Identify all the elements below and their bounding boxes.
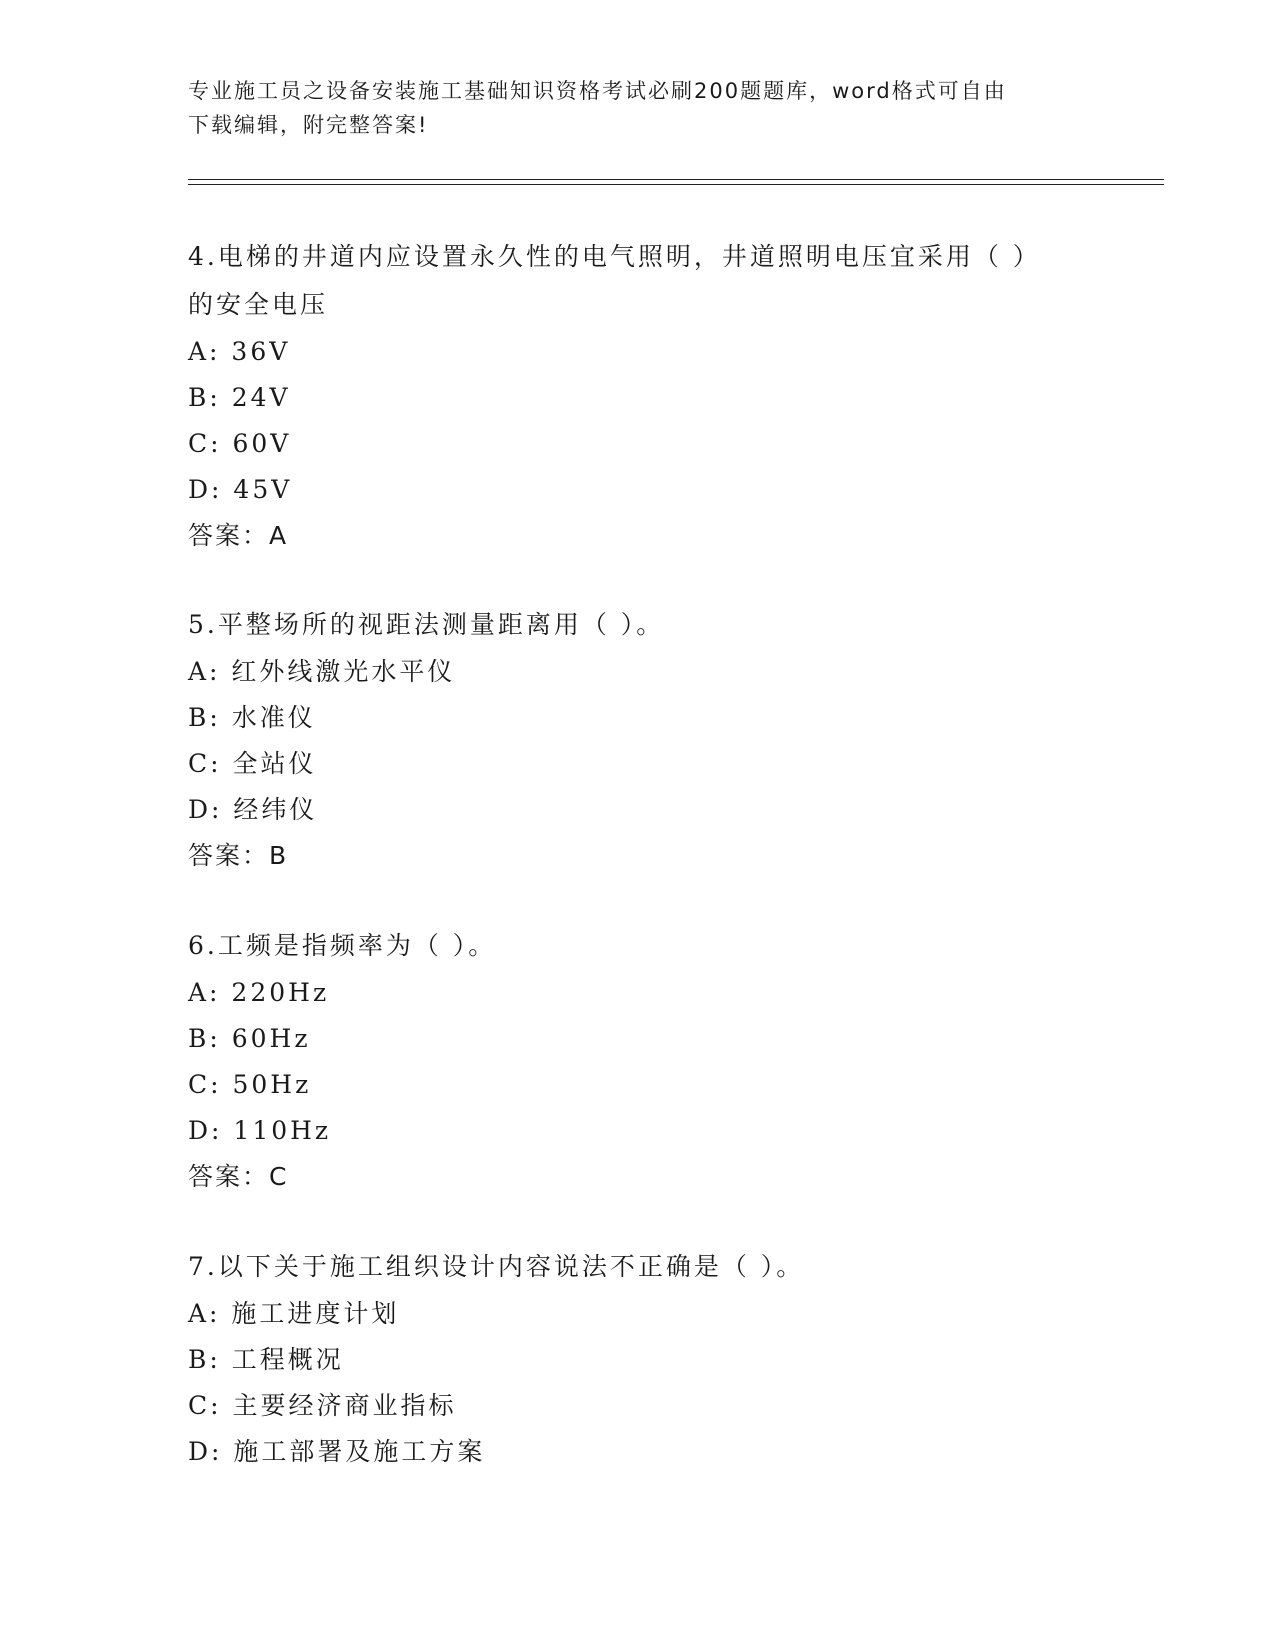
option-b: B: 60Hz	[188, 1024, 311, 1053]
question-block	[188, 233, 1088, 559]
question-block	[188, 922, 1088, 1200]
header-rule-bottom	[188, 184, 1164, 185]
option-a: A: 36V	[188, 337, 291, 366]
option-c: C: 50Hz	[188, 1070, 312, 1099]
header-line-1: 专业施工员之设备安装施工基础知识资格考试必刷200题题库，word格式可自由	[188, 79, 1007, 103]
answer: 答案：C	[188, 1162, 289, 1191]
option-c: C: 60V	[188, 429, 292, 458]
question-stem: 4.电梯的井道内应设置永久性的电气照明，井道照明电压宜采用（ ）	[188, 242, 1041, 271]
answer: 答案：A	[188, 521, 289, 550]
option-b: B: 工程概况	[188, 1345, 344, 1374]
header-rule-top	[188, 179, 1164, 180]
answer: 答案：B	[188, 841, 289, 870]
question-block	[188, 1243, 1088, 1475]
option-c: C: 全站仪	[188, 749, 317, 778]
question-stem: 6.工频是指频率为（ ）。	[188, 931, 497, 960]
question-stem: 7.以下关于施工组织设计内容说法不正确是（ ）。	[188, 1252, 805, 1281]
option-c: C: 主要经济商业指标	[188, 1391, 457, 1420]
document-header	[188, 74, 1088, 142]
option-a: A: 红外线激光水平仪	[188, 657, 456, 686]
option-d: D: 110Hz	[188, 1116, 332, 1145]
question-stem: 5.平整场所的视距法测量距离用（ ）。	[188, 610, 665, 639]
question-block	[188, 601, 1088, 879]
option-b: B: 水准仪	[188, 703, 316, 732]
option-a: A: 220Hz	[188, 978, 330, 1007]
option-a: A: 施工进度计划	[188, 1299, 400, 1328]
option-d: D: 经纬仪	[188, 795, 318, 824]
option-d: D: 施工部署及施工方案	[188, 1437, 486, 1466]
question-stem-continued: 的安全电压	[188, 290, 329, 319]
option-b: B: 24V	[188, 383, 291, 412]
option-d: D: 45V	[188, 475, 293, 504]
header-line-2: 下载编辑，附完整答案!	[188, 113, 429, 137]
